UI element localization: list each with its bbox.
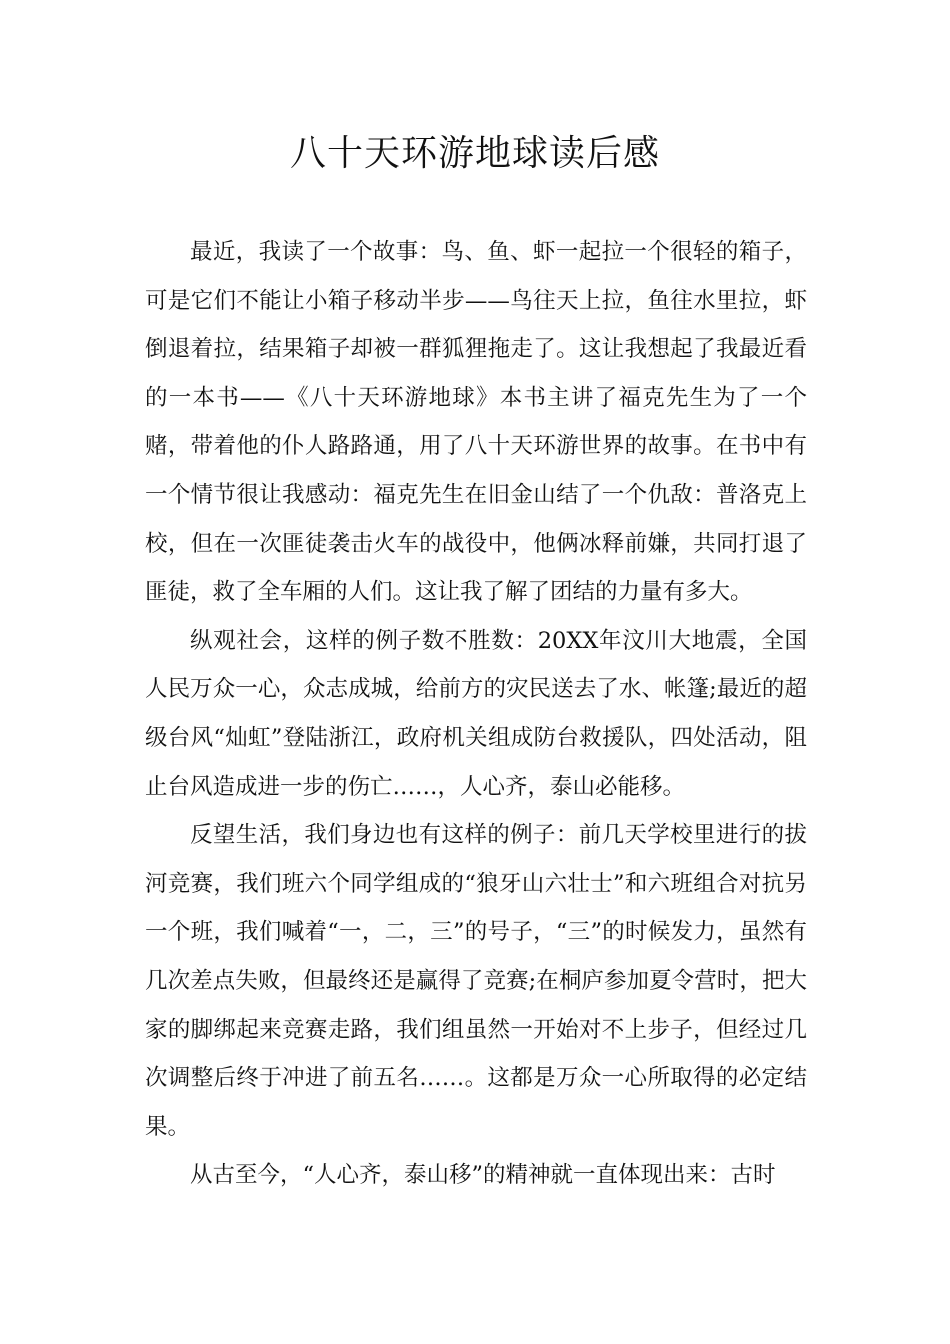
paragraph-4: 从古至今，“人心齐，泰山移”的精神就一直体现出来：古时: [190, 1162, 776, 1189]
paragraph-2: 纵观社会，这样的例子数不胜数：20XX年汶川大地震，全国人民万众一心，众志成城，给前方的灾民送去了水、帐篷;最近的超级台风“灿虹”登陆浙江，政府机关组成防台救援队，四处活动，阻止台风造成进一步的伤亡……，人心齐，泰山必能移。: [145, 627, 807, 800]
paragraph-3: 反望生活，我们身边也有这样的例子：前几天学校里进行的拔河竞赛，我们班六个同学组成的“狼牙山六壮士”和六班组合对抗另一个班，我们喊着“一，二，三”的号子，“三”的时候发力，虽然有几次差点失败，但最终还是赢得了竞赛;在桐庐参加夏令营时，把大家的脚绑起来竞赛走路，我们组虽然一开始对不上步子，但经过几次调整后终于冲进了前五名……。这都是万众一心所取得的必定结果。: [145, 822, 807, 1140]
document-title: 八十天环游地球读后感: [289, 133, 660, 174]
document-body: [145, 228, 807, 1200]
paragraph-1: 最近，我读了一个故事：鸟、鱼、虾一起拉一个很轻的箱子，可是它们不能让小箱子移动半步——鸟往天上拉，鱼往水里拉，虾倒退着拉，结果箱子却被一群狐狸拖走了。这让我想起了我最近看的一本书——《八十天环游地球》本书主讲了福克先生为了一个赌，带着他的仆人路路通，用了八十天环游世界的故事。在书中有一个情节很让我感动：福克先生在旧金山结了一个仇敌：普洛克上校，但在一次匪徒袭击火车的战役中，他俩冰释前嫌，共同打退了匪徒，救了全车厢的人们。这让我了解了团结的力量有多大。: [145, 239, 807, 606]
